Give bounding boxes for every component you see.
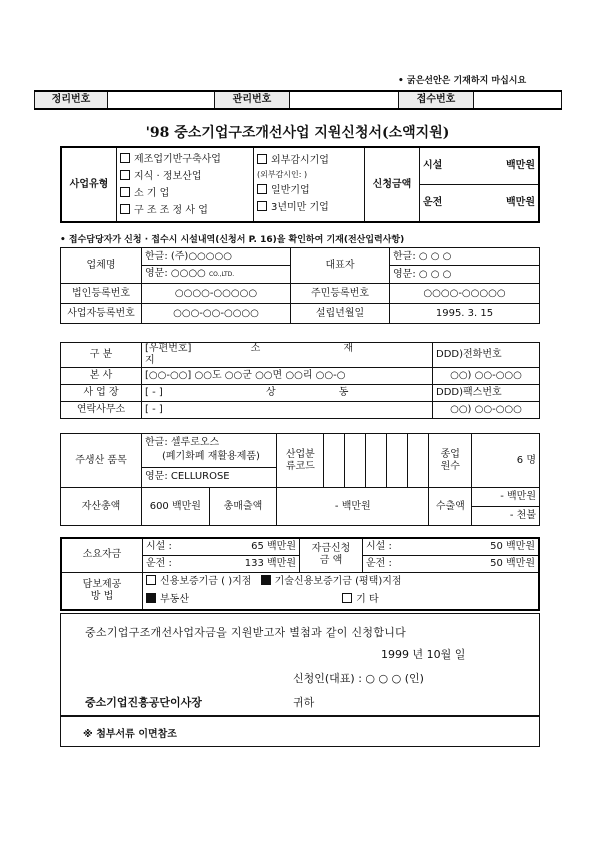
export-krw: - 백만원 xyxy=(472,488,539,507)
biz-no-value[interactable]: ○○○-○○-○○○○ xyxy=(142,304,291,324)
product-names[interactable] xyxy=(142,434,277,488)
amount-operation[interactable]: 운전 백만원 xyxy=(420,185,540,223)
recipient-name: 중소기업진흥공단이사장 xyxy=(85,696,202,709)
company-name-kr[interactable]: 한글: (주)○○○○○ xyxy=(142,248,291,266)
company-name-en[interactable]: 영문: ○○○○ CO.,LTD. xyxy=(142,266,291,284)
business-type-table xyxy=(60,146,540,223)
mgmt-label: 관리번호 xyxy=(215,91,290,109)
numbering-table xyxy=(34,90,562,110)
form-title: '98 중소기업구조개선사업 지원신청서(소액지원) xyxy=(145,125,450,141)
applicant-line[interactable]: 신청인(대표) : ○ ○ ○ (인) xyxy=(293,672,424,685)
apply-amount-label: 자금신청 금 액 xyxy=(300,538,363,572)
plant-address[interactable]: [ - ] 상 동 xyxy=(142,385,433,402)
opt-general[interactable]: 일반기업 xyxy=(257,184,361,198)
footer-box xyxy=(60,715,540,747)
collateral-options xyxy=(143,572,540,610)
company-name-label: 업체명 xyxy=(61,248,142,284)
funds-table xyxy=(60,537,540,611)
founded-value[interactable]: 1995. 3. 15 xyxy=(390,304,540,324)
assets-label: 자산총액 xyxy=(61,488,142,526)
product-kr-sub: (폐기화폐 재활용제품) xyxy=(142,450,276,468)
code-box-3[interactable] xyxy=(366,434,387,488)
company-table xyxy=(60,247,540,324)
corp-no-label: 법인등록번호 xyxy=(61,284,142,304)
hq-address[interactable]: [○○-○○] ○○도 ○○군 ○○면 ○○리 ○○-○ xyxy=(142,368,433,385)
auditor-note: (외부감시인: ) xyxy=(257,170,308,179)
biz-type-label: 사업유형 xyxy=(61,147,117,222)
address-table xyxy=(60,342,540,419)
corp-no-value[interactable]: ○○○○-○○○○○ xyxy=(142,284,291,304)
export-usd: - 천불 xyxy=(509,510,536,521)
phone-label: DDD)전화번호 xyxy=(433,343,540,368)
coll-credit-guarantee[interactable]: 신용보증기금 ( )지점 xyxy=(146,576,251,587)
checkbox-icon xyxy=(120,204,130,214)
product-table xyxy=(60,433,540,526)
checked-box-icon xyxy=(146,593,156,603)
checkbox-icon xyxy=(257,154,267,164)
rep-en[interactable]: 영문: ○ ○ ○ xyxy=(390,266,540,284)
opt-small-biz[interactable]: 소 기 업 xyxy=(120,185,250,202)
coll-real-estate[interactable]: 부동산 xyxy=(146,594,189,605)
checkbox-icon xyxy=(120,170,130,180)
recv-label: 접수번호 xyxy=(399,91,474,109)
opt-restructuring[interactable]: 구 조 조 정 사 업 xyxy=(120,202,250,219)
checkbox-icon xyxy=(120,187,130,197)
declaration-box xyxy=(60,613,540,717)
declaration-text: 중소기업구조개선사업자금을 지원받고자 별첨과 같이 신청합니다 xyxy=(85,626,407,639)
plant-label: 사 업 장 xyxy=(61,385,142,402)
rep-label: 대표자 xyxy=(291,248,390,284)
required-operation[interactable]: 운전 : 133 백만원 xyxy=(143,555,300,572)
product-en: 영문: CELLUROSE xyxy=(145,470,230,482)
code-box-4[interactable] xyxy=(387,434,408,488)
checked-box-icon xyxy=(261,575,271,585)
reg-label: 정리번호 xyxy=(35,91,108,109)
contact-label: 연락사무소 xyxy=(61,402,142,419)
employees-label: 종업 원수 xyxy=(429,434,472,488)
employees-value[interactable]: 6 명 xyxy=(472,434,540,488)
hq-label: 본 사 xyxy=(61,368,142,385)
contact-address[interactable]: [ - ] xyxy=(142,402,433,419)
opt-audited[interactable]: 외부감시기업 xyxy=(257,154,361,168)
product-kr: 한글: 셀루로오스 xyxy=(145,436,220,448)
resident-no-value[interactable]: ○○○○-○○○○○ xyxy=(390,284,540,304)
code-box-1[interactable] xyxy=(324,434,345,488)
fax-value[interactable]: ○○) ○○-○○○ xyxy=(433,402,540,419)
export-values[interactable] xyxy=(472,488,540,526)
opt-manufacturing[interactable]: 제조업기반구축사업 xyxy=(120,151,250,168)
product-label: 주생산 품목 xyxy=(61,434,142,488)
checkbox-icon xyxy=(146,575,156,585)
biz-options-left xyxy=(117,147,254,222)
required-facility[interactable]: 시설 : 65 백만원 xyxy=(143,538,300,555)
address-header: [우편번호] 소 재 지 xyxy=(142,343,433,368)
checkbox-icon xyxy=(120,153,130,163)
coll-other[interactable]: 기 타 xyxy=(342,594,379,605)
founded-label: 설립년월일 xyxy=(291,304,390,324)
required-funds-label: 소요자금 xyxy=(61,538,143,572)
code-box-5[interactable] xyxy=(408,434,429,488)
biz-no-label: 사업자등록번호 xyxy=(61,304,142,324)
address-cat-label: 구 분 xyxy=(61,343,142,368)
amount-facility[interactable]: 시설 백만원 xyxy=(420,147,540,185)
declaration-date[interactable]: 1999 년 10월 일 xyxy=(381,648,466,661)
opt-knowledge[interactable]: 지식 · 정보산업 xyxy=(120,168,250,185)
mgmt-value[interactable] xyxy=(290,91,399,109)
collateral-label: 담보제공 방 법 xyxy=(61,572,143,610)
top-note: • 굵은선안은 기재하지 마십시요 xyxy=(398,76,527,86)
notice-text: • 접수담당자가 신청 · 접수시 시설내역(신청서 P. 16)을 확인하여 기재(전산입력사항) xyxy=(60,235,405,245)
reg-value[interactable] xyxy=(108,91,215,109)
checkbox-icon xyxy=(257,201,267,211)
checkbox-icon xyxy=(257,184,267,194)
export-label: 수출액 xyxy=(429,488,472,526)
apply-facility[interactable]: 시설 : 50 백만원 xyxy=(363,538,540,555)
checkbox-icon xyxy=(342,593,352,603)
industry-code-label: 산업분 류코드 xyxy=(277,434,324,488)
fax-label: DDD)팩스번호 xyxy=(433,385,540,402)
recv-value[interactable] xyxy=(474,91,562,109)
sales-value[interactable]: - 백만원 xyxy=(277,488,429,526)
opt-new[interactable]: 3년미만 기업 xyxy=(257,201,361,215)
attachment-note: ※ 첨부서류 이면참조 xyxy=(83,729,177,740)
apply-operation[interactable]: 운전 : 50 백만원 xyxy=(363,555,540,572)
resident-no-label: 주민등록번호 xyxy=(291,284,390,304)
assets-value[interactable]: 600 백만원 xyxy=(142,488,210,526)
hq-phone[interactable]: ○○) ○○-○○○ xyxy=(433,368,540,385)
honorific: 귀하 xyxy=(293,696,315,709)
amount-label: 신청금액 xyxy=(365,147,420,222)
biz-options-right xyxy=(254,147,365,222)
coll-tech-guarantee[interactable]: 기술신용보증기금 (평택)지점 xyxy=(261,576,402,587)
rep-kr[interactable]: 한글: ○ ○ ○ xyxy=(390,248,540,266)
sales-label: 총매출액 xyxy=(209,488,277,526)
code-box-2[interactable] xyxy=(345,434,366,488)
